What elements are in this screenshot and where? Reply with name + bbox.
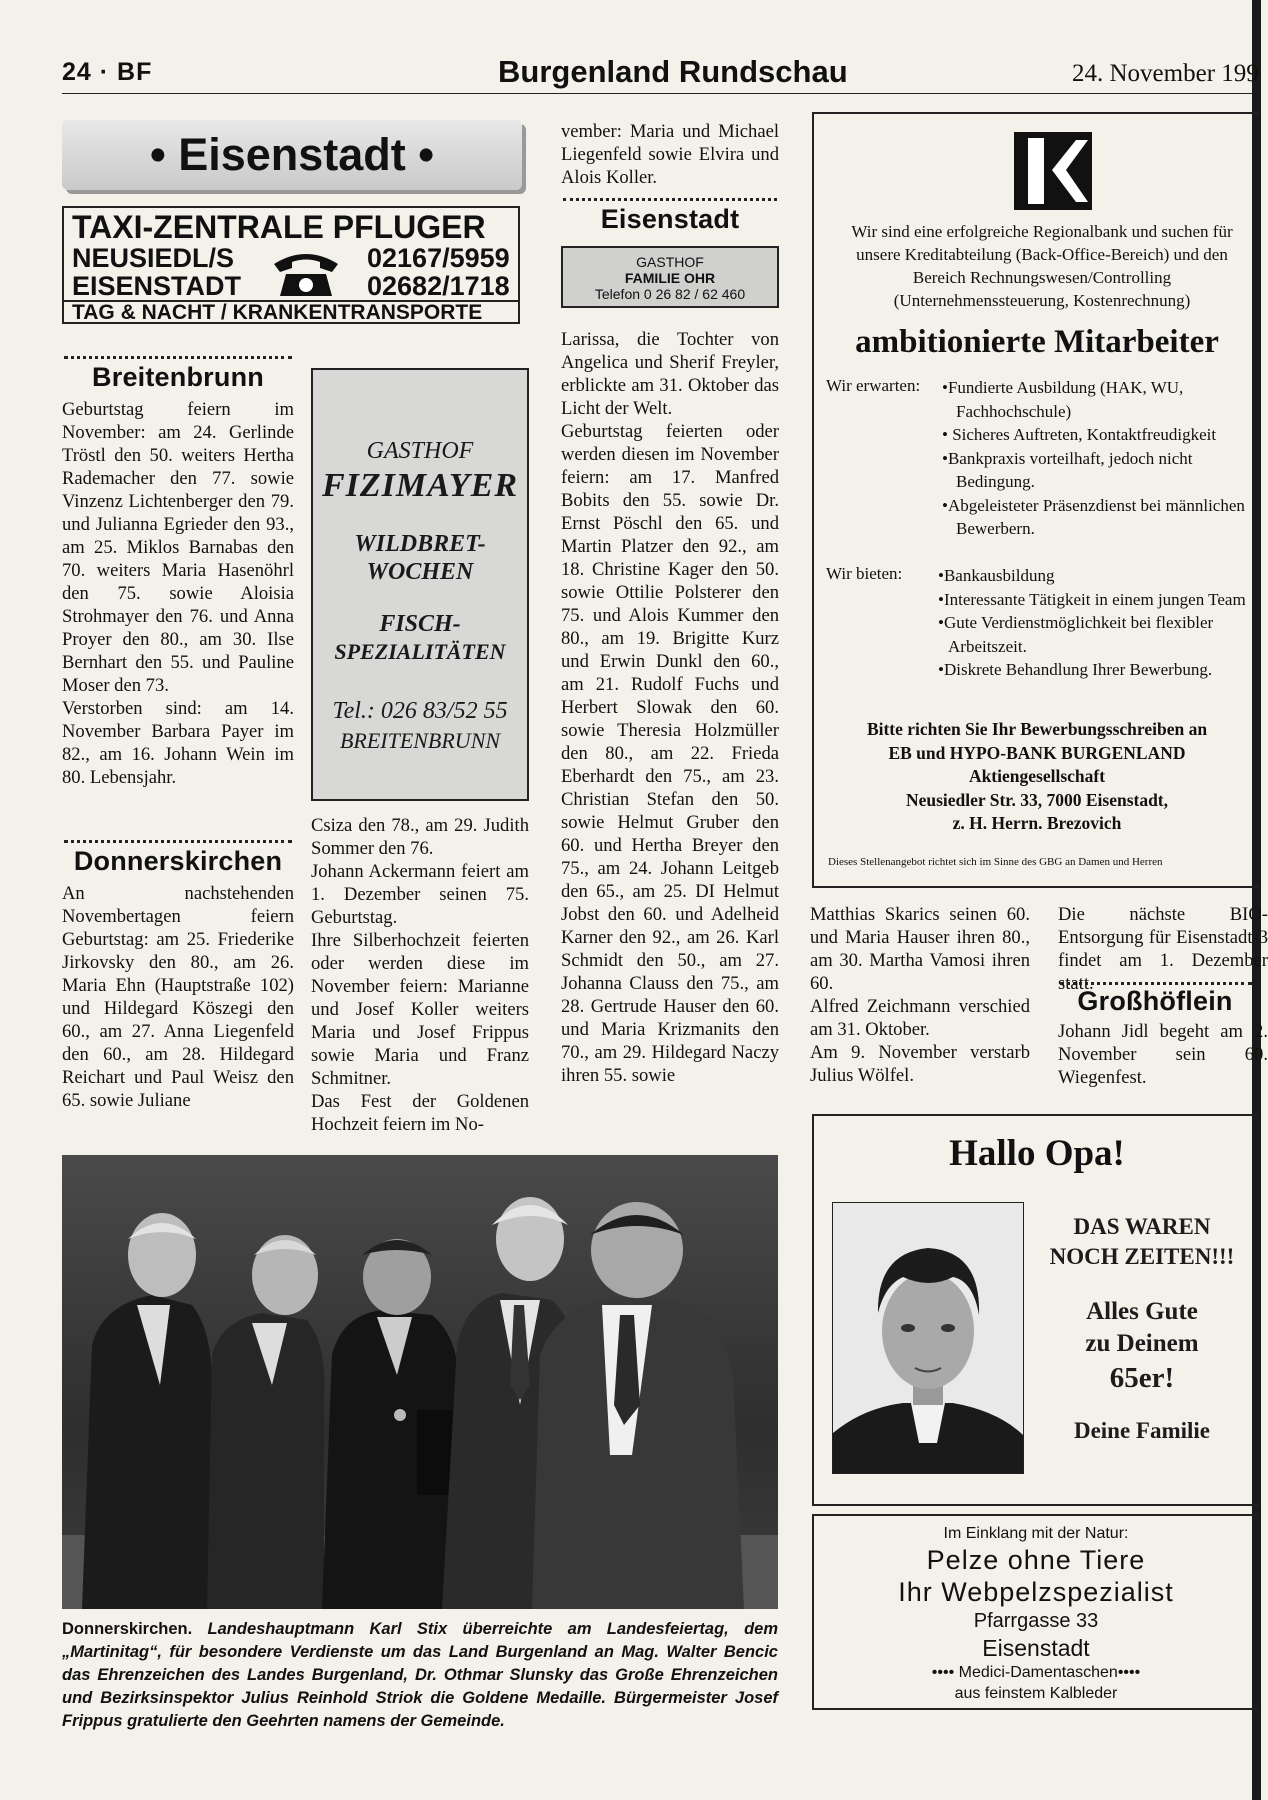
fizimayer-line: FISCH- (379, 611, 461, 637)
pelz-line: Pfarrgasse 33 (973, 1610, 1099, 1632)
taxi-ad-footer: TAG & NACHT / KRANKENTRANSPORTE (64, 300, 518, 324)
opa-line: NOCH ZEITEN!!! (1049, 1244, 1235, 1269)
bank-offer-list (938, 564, 1258, 682)
opa-sign: Deine Familie (1073, 1418, 1211, 1443)
paragraph: Das Fest der Goldenen Hochzeit feiern im No- (311, 1091, 529, 1135)
issue-date: 24. November 199 (1072, 60, 1259, 87)
pelz-line: aus feinstem Kalbleder (954, 1685, 1118, 1702)
column-1-text-2 (62, 882, 294, 1112)
paragraph: Csiza den 78., am 29. Judith Sommer den 76. (311, 815, 529, 859)
ohr-ad (561, 246, 779, 308)
heading-eisenstadt: Eisenstadt (600, 204, 740, 234)
paragraph: Johann Jidl begeht am 2. November sein 60. Wiegenfest. (1058, 1021, 1268, 1088)
caption-text: Landeshauptmann Karl Stix überreichte am Landesfeiertag, dem „Martinitag“, für besondere Verdienste um das Land Burgenland an Mag. Walter Bencic das Ehrenzeichen des Landes Burgenland, Dr. Othmar Slunsky das Große Ehrenzeichen und Bezirksinspektor Julius Reinhold Striok die Goldene Medaille. Bürgermeister Josef Frippus gratulierte den Geehrten namens der Gemeinde. (62, 1620, 778, 1730)
bank-contact-line: Neusiedler Str. 33, 7000 Eisenstadt, (905, 789, 1169, 810)
list-item: •Bankpraxis vorteilhaft, jedoch nicht Bedingung. (942, 448, 1193, 491)
bank-contact (814, 718, 1260, 836)
paragraph: An nachstehenden Novembertagen feiern Geburtstag: am 25. Friederike Jirkovsky den 80., am 26. Maria Ehn (Hauptstraße 102) und Hildegard Köszegi den 60., am 27. Anna Liegenfeld den 60., am 28. Hildegard Reichart und Paul Weisz den 65. sowie Juliane (62, 883, 294, 1111)
opa-ad (812, 1114, 1258, 1506)
pelz-line: Eisenstadt (982, 1635, 1090, 1661)
page-number: 24 · BF (62, 58, 153, 86)
list-item: •Interessante Tätigkeit in einem jungen Team (938, 589, 1246, 609)
fizimayer-name: FIZIMAYER (321, 467, 519, 504)
divider (64, 356, 292, 359)
pelz-ad (812, 1514, 1258, 1710)
header-rule (62, 93, 1252, 94)
bank-ad (812, 112, 1258, 888)
heading-donnerskirchen: Donnerskirchen (73, 846, 283, 876)
list-item: •Diskrete Behandlung Ihrer Bewerbung. (938, 660, 1213, 679)
ohr-ad-line: GASTHOF (636, 254, 704, 270)
group-photo (62, 1155, 778, 1609)
list-item: •Bankausbildung (938, 566, 1055, 585)
bank-expect-list (942, 376, 1258, 541)
taxi-ad-title: TAXI-ZENTRALE PFLUGER (72, 209, 486, 245)
fizimayer-line: WOCHEN (366, 559, 474, 585)
column-3-top (561, 120, 779, 189)
opa-portrait (832, 1202, 1024, 1474)
paragraph: Matthias Skarics seinen 60. und Maria Hauser ihren 80., am 30. Martha Vamosi ihren 60. (810, 904, 1030, 994)
bank-contact-line: Aktiengesellschaft (968, 766, 1106, 786)
paragraph: Verstorben sind: am 14. November Barbara Payer im 82., am 16. Johann Wein im 80. Lebensjahr. (62, 698, 294, 788)
bank-expect-label: Wir erwarten: (826, 376, 921, 395)
column-5-text (1058, 903, 1268, 994)
column-3-text (561, 328, 779, 1087)
opa-line: 65er! (1109, 1362, 1175, 1394)
column-5-text-2 (1058, 1020, 1268, 1090)
bank-offer-label: Wir bieten: (826, 564, 903, 583)
opa-line: zu Deinem (1085, 1330, 1199, 1357)
pelz-line: Im Einklang mit der Natur: (943, 1525, 1129, 1542)
taxi-ad-phone2: 02682/1718 (367, 271, 510, 301)
paragraph: vember: Maria und Michael Liegenfeld sowie Elvira und Alois Koller. (561, 121, 779, 188)
taxi-ad-town2: EISENSTADT (72, 271, 242, 301)
fizimayer-phone: Tel.: 026 83/52 55 (332, 698, 508, 724)
bank-contact-line: Bitte richten Sie Ihr Bewerbungsschreiben an (866, 719, 1208, 739)
pelz-line: •••• Medici-Damentaschen•••• (931, 1664, 1141, 1681)
fizimayer-line: WILDBRET- (354, 531, 486, 557)
telephone-icon (270, 248, 342, 303)
paragraph: Johann Ackermann feiert am 1. Dezember seinen 75. Geburtstag. (311, 861, 529, 928)
photo-caption (62, 1618, 778, 1733)
bank-contact-line: z. H. Herrn. Brezovich (952, 813, 1122, 833)
fizimayer-gasthof: GASTHOF (366, 438, 474, 464)
bank-ad-note: Dieses Stellenangebot richtet sich im Sinne des GBG an Damen und Herren (828, 856, 1163, 868)
paragraph: Alfred Zeichmann verschied am 31. Oktober. (810, 996, 1030, 1040)
ohr-ad-name: FAMILIE OHR (624, 270, 716, 286)
opa-ad-title: Hallo Opa! (949, 1133, 1125, 1174)
taxi-ad (62, 206, 520, 324)
bank-ad-headline: ambitionierte Mitarbeiter (855, 324, 1219, 360)
paragraph: Am 9. November verstarb Julius Wölfel. (810, 1042, 1030, 1086)
fizimayer-line: SPEZIALITÄTEN (334, 639, 506, 664)
column-1-text (62, 398, 294, 789)
column-2-text (311, 814, 529, 1136)
divider (563, 198, 777, 201)
newspaper-title: Burgenland Rundschau (498, 54, 848, 89)
taxi-ad-town1: NEUSIEDL/S (72, 243, 235, 273)
divider (1060, 982, 1252, 985)
bank-ad-intro: Wir sind eine erfolgreiche Regionalbank und suchen für unsere Kreditabteilung (Back-Office-Bereich) und den Bereich Rechnungswesen/Controlling (Unternehmenssteuerung, Kostenrechnung) (851, 222, 1233, 310)
list-item: • Sicheres Auftreten, Kontaktfreudigkeit (942, 425, 1217, 444)
paragraph: Ihre Silberhochzeit feierten oder werden diese im November feiern: Marianne und Josef Koller weiters Maria und Josef Frippus sowie Maria und Franz Schmitner. (311, 930, 529, 1089)
column-4-text (810, 903, 1030, 1087)
paragraph: Die nächste BIO-Entsorgung für Eisenstadt-3 findet am 1. Dezember statt. (1058, 904, 1268, 994)
section-banner-text: • Eisenstadt • (149, 129, 435, 180)
taxi-ad-phone1: 02167/5959 (367, 243, 510, 273)
pelz-line: Pelze ohne Tiere (926, 1545, 1146, 1575)
ohr-ad-phone: Telefon 0 26 82 / 62 460 (594, 286, 746, 302)
pelz-line: Ihr Webpelzspezialist (898, 1577, 1174, 1607)
heading-grosshoeflein: Großhöflein (1077, 986, 1233, 1016)
fizimayer-ad (311, 368, 529, 801)
bank-logo-icon (1014, 132, 1092, 215)
list-item: •Fundierte Ausbildung (HAK, WU, Fachhochschule) (942, 378, 1184, 421)
list-item: •Gute Verdienstmöglichkeit bei flexibler Arbeitszeit. (938, 613, 1214, 656)
section-banner (62, 120, 522, 190)
caption-lead: Donnerskirchen. (62, 1620, 193, 1638)
bank-contact-line: EB und HYPO-BANK BURGENLAND (888, 742, 1186, 763)
fizimayer-place: BREITENBRUNN (339, 728, 501, 753)
opa-ad-text (1024, 1212, 1260, 1446)
paragraph: Geburtstag feierten oder werden diesen im November feiern: am 17. Manfred Bobits den 55. sowie Dr. Ernst Pöschl den 65. und Martin Platzer den 92., am 18. Christine Kager den 50. sowie Ottilie Polsterer den 75. und Alois Kummer den 80., am 19. Brigitte Kurz und Erwin Dunkl den 60., am 21. Rudolf Fuchs und Herbert Slowak den 60. sowie Theresia Holzmüller den 80., am 22. Frieda Eberhardt den 75., am 23. Christian Stefan den 50. sowie Helmut Gruber den 60. und Hertha Breyer den 75., am 24. Johann Leitgeb den 65., am 25. DI Helmut Jobst den 60. und Adelheid Karner den 92., am 26. Karl Schmidt den 50., am 27. Johanna Clauss den 75., am 28. Gertrude Hauser den 60. und Maria Krizmanits den 70., am 29. Hildegard Naczy ihren 55. sowie (561, 421, 779, 1086)
divider (64, 840, 292, 843)
paragraph: Larissa, die Tochter von Angelica und Sherif Freyler, erblickte am 31. Oktober das Licht der Welt. (561, 329, 779, 419)
opa-line: DAS WAREN (1073, 1214, 1211, 1239)
list-item: •Abgeleisteter Präsenzdienst bei männlichen Bewerbern. (942, 495, 1245, 538)
opa-line: Alles Gute (1086, 1298, 1198, 1325)
paragraph: Geburtstag feiern im November: am 24. Gerlinde Tröstl den 50. weiters Hertha Rademacher den 77. sowie Vinzenz Lichtenberger den 79. und Julianna Egrieder den 93., am 25. Miklos Barnabas den 70. weiters Maria Hasenöhrl den 75. sowie Aloisia Strohmayer den 76. und Anna Proyer den 80., am 30. Ilse Bernhart den 55. und Pauline Moser den 73. (62, 399, 294, 696)
heading-breitenbrunn: Breitenbrunn (92, 362, 264, 392)
